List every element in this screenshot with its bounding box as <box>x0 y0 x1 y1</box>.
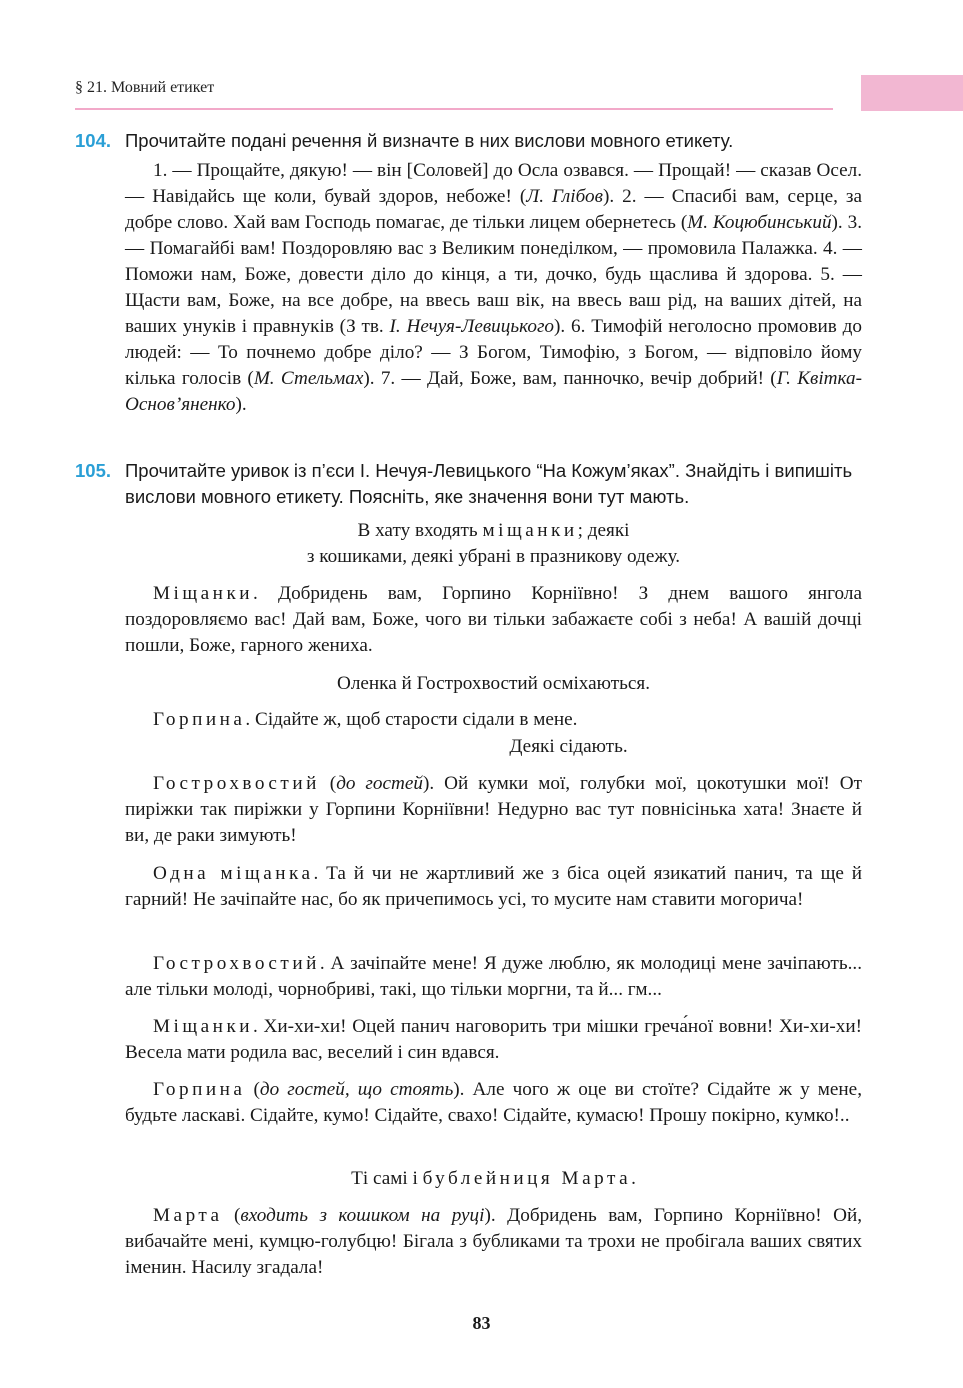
text-fragment: ). 6. Тимофій неголосно промовив до людей: — То почнемо добре діло? — З Богом, Тимофію, з Богом, — відповіло йому кілька голосів ( <box>125 316 863 389</box>
author: Л. Глібов <box>526 186 603 207</box>
speaker: Міщанки <box>153 583 254 604</box>
exercise-105-heading <box>75 458 865 510</box>
exercise-task: Прочитайте подані речення й визначте в них вислови мовного етикету. <box>125 130 734 151</box>
header-divider <box>75 108 833 110</box>
speaker: Гострохвостий <box>153 953 320 974</box>
exercise-number: 105. <box>75 460 112 481</box>
replica-text: ). Ой кумки мої, голубки мої, цокотушки мої! От пиріжки так пиріжки у Горпини Корніївни! Недурно вас тут повнісінька хата! Знаєте й ви, де раки зимують! <box>125 773 862 846</box>
stage-text: Оленка й Гострохвостий осміхаються. <box>336 673 651 694</box>
text-fragment: Ті самі і <box>351 1168 423 1189</box>
remark: до гостей <box>336 773 423 794</box>
stage-direction <box>125 671 862 697</box>
page-number: 83 <box>472 1313 491 1333</box>
speaker: Одна міщанка <box>153 863 314 884</box>
exercise-number: 104. <box>75 130 112 151</box>
replica-text: . Хи-хи-хи! Оцей панич наговорить три мішки греча́ної вовни! Хи-хи-хи! Весела мати родила вас, веселий і син вдався. <box>125 1016 862 1063</box>
replica-text: . Сідайте ж, щоб старости сідали в мене. <box>245 709 578 730</box>
text-fragment: . <box>631 1168 636 1189</box>
replica: Горпина (до гостей, що стоять). Але чого ж оце ви стоїте? Сідайте ж у мене, будьте ласкаві. Сідайте, кумо! Сідайте, свахо! Сідайте, кумасю! Прошу покірно, кумко!.. <box>125 1079 862 1126</box>
text-fragment: ). 3. — Помагайбі вам! Поздоровляю вас з Великим понеділком, — промовила Палажка. 4. — Поможи нам, Боже, довести діло до кінця, а ти, дочко, будь щаслива й здорова. 5. — Щасти вам, Боже, на все добре, на ввесь ваш вік, на ввесь ваш рід, на ваших дітей, на ваших унуків і правнуків (З тв. <box>125 212 863 337</box>
text-fragment: з кошиками, деякі убрані в празникову одежу. <box>306 546 681 567</box>
replica <box>125 581 862 659</box>
text-fragment: 1. — Прощайте, дякую! — він [Соловей] до Осла озвався. — Прощай! — сказав Осел. — Навідайсь ще коли, бувай здоров, небоже! ( <box>125 160 862 207</box>
character-name: міщанки <box>482 520 578 541</box>
exercise-104-text <box>125 158 862 418</box>
replica <box>125 707 862 733</box>
exercise-104-heading <box>75 128 865 154</box>
speaker: Горпина <box>153 709 246 730</box>
replica-text: . Та й чи не жартливий же з біса оцей язикатий панич, та ще й гарний! Не зачіпайте нас, бо як причепимось усі, то мусите нам ставити могорича! <box>125 863 862 910</box>
text-fragment: ; деякі <box>577 520 630 541</box>
character-name: бублейниця Марта <box>422 1168 632 1189</box>
text-fragment: ). <box>235 394 247 415</box>
replica-text: ). Добридень вам, Горпино Корніївно! Ой, вибачайте мені, кумцю-голубцю! Бігала з бубликами та трохи не пробігала ваших святих іменин. Насилу згадала! <box>125 1205 863 1278</box>
text-fragment: ). 2. — Спасибі вам, серце, за добре слово. Хай вам Господь помагає, де тільки лицем обернетесь ( <box>125 186 863 233</box>
author: М. Коцюбинський <box>687 212 832 233</box>
exercise-task: Прочитайте уривок із п’єси І. Нечуя-Левицького “На Кожум’яках”. Знайдіть і випишіть вислови мовного етикету. Поясніть, яке значення вони тут мають. <box>125 460 853 507</box>
replica-text: ). Але чого ж оце ви стоїте? Сідайте ж у мене, будьте ласкаві. Сідайте, кумо! Сідайте, свахо! Сідайте, кумасю! Прошу покірно, кумко!.. <box>125 1079 862 1126</box>
replica <box>125 861 862 913</box>
remark: входить з кошиком на руці <box>240 1205 485 1226</box>
stage-direction <box>125 518 862 570</box>
header-color-tab <box>861 75 963 111</box>
remark: до гостей, що стоять <box>259 1079 454 1100</box>
replica <box>125 1014 862 1066</box>
stage-text: Деякі сідають. <box>509 736 628 757</box>
speaker: Горпина <box>153 1079 246 1100</box>
author: І. Нечуя-Левицького <box>389 316 555 337</box>
replica <box>125 951 862 1003</box>
stage-direction <box>125 1166 862 1192</box>
text-fragment: ). 7. — Дай, Боже, вам, панночко, вечір добрий! ( <box>363 368 777 389</box>
author: М. Стельмах <box>253 368 364 389</box>
speaker: Марта <box>153 1205 223 1226</box>
replica: Гострохвостий (до гостей). Ой кумки мої, голубки мої, цокотушки мої! От пиріжки так пиріжки у Горпини Корніївни! Недурно вас тут повнісінька хата! Знаєте й ви, де раки зимують! <box>125 773 862 846</box>
speaker: Гострохвостий <box>153 773 320 794</box>
replica-text: . А зачіпайте мене! Я дуже люблю, як молодиці мене зачіпають... але тільки молоді, чорнобриві, такі, що тільки моргни, та й... гм... <box>125 953 862 1000</box>
replica-text: . Добридень вам, Горпино Корніївно! З днем вашого янгола поздоровляємо вас! Дай вам, Боже, чого ви тільки забажаєте собі з неба! А вашій дочці пошли, Боже, гарного жениха. <box>125 583 862 656</box>
text-fragment: В хату входять <box>357 520 483 541</box>
speaker: Міщанки <box>153 1016 254 1037</box>
stage-direction <box>125 734 862 760</box>
page-header-title: § 21. Мовний етикет <box>75 79 215 96</box>
replica: Марта (входить з кошиком на руці). Добридень вам, Горпино Корніївно! Ой, вибачайте мені, кумцю-голубцю! Бігала з бубликами та трохи не пробігала ваших святих іменин. Насилу згадала! <box>125 1205 863 1278</box>
author: Г. Квітка-Основ’яненко <box>125 368 863 415</box>
